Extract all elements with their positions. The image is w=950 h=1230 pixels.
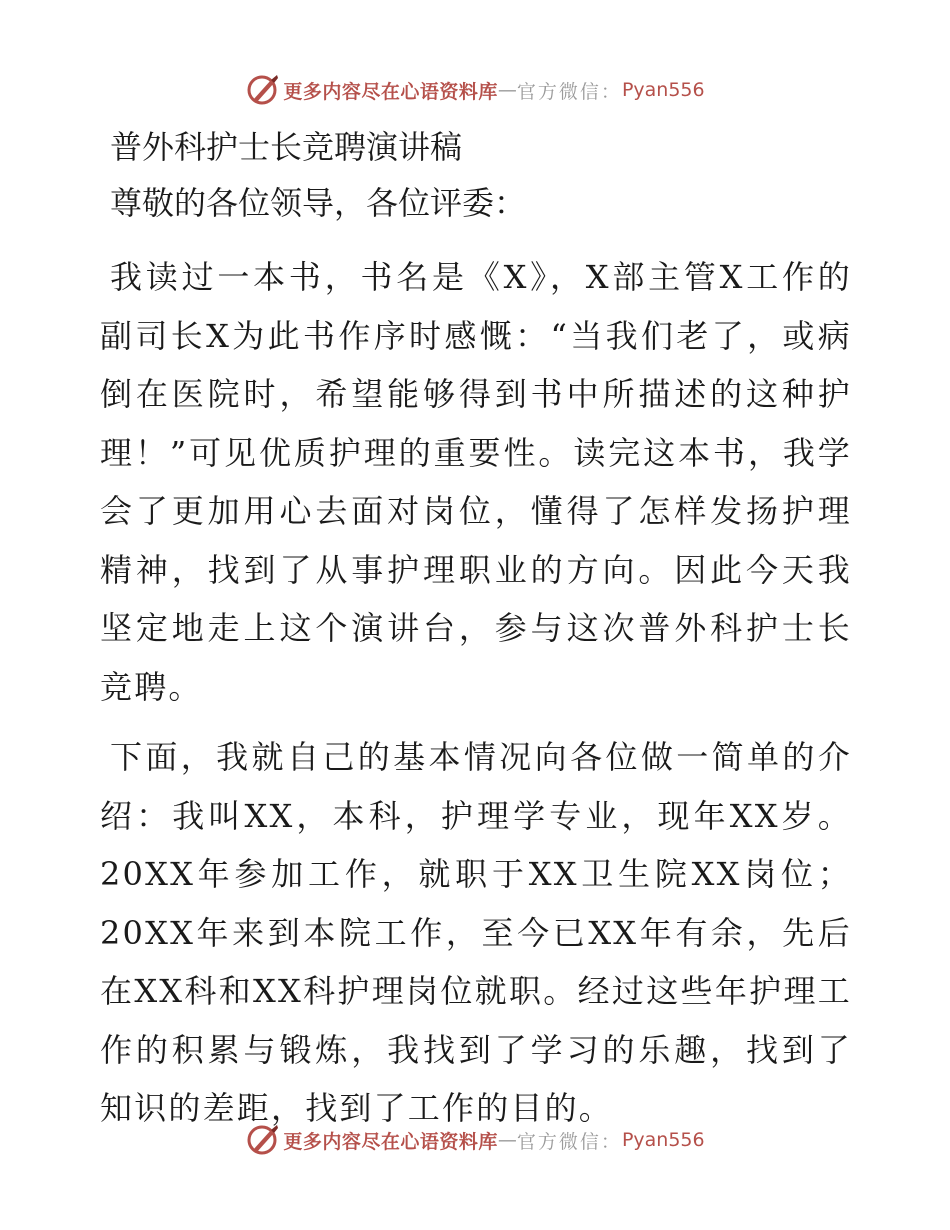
footer-banner — [0, 1120, 950, 1160]
salutation: 尊敬的各位领导，各位评委： — [110, 184, 527, 222]
banner-brand-text: 更多内容尽在心语资料库 — [283, 80, 498, 103]
banner-separator: — — [497, 1129, 517, 1151]
paragraph: 下面，我就自己的基本情况向各位做一简单的介绍：我叫XX，本科，护理学专业，现年XX岁。20XX年参加工作，就职于XX卫生院XX岗位；20XX年来到本院工作，至今已XX年有余，先后在XX科和XX科护理岗位就职。经过这些年护理工作的积累与锻炼，我找到了学习的乐趣，找到了知识的差距，找到了工作的目的。 — [100, 738, 852, 1127]
banner-wechat-id: Pyan556 — [621, 79, 705, 101]
banner-brand-text: 更多内容尽在心语资料库 — [283, 1130, 498, 1153]
paragraph: 我读过一本书，书名是《X》，X部主管X工作的副司长X为此书作序时感慨：“当我们老了，或病倒在医院时，希望能够得到书中所描述的这种护理！”可见优质护理的重要性。读完这本书，我学会了更加用心去面对岗位，懂得了怎样发扬护理精神，找到了从事护理职业的方向。因此今天我坚定地走上这个演讲台，参与这次普外科护士长竞聘。 — [100, 258, 852, 706]
quill-pen-icon — [245, 1122, 281, 1158]
banner-official-label: 官方微信： — [516, 80, 622, 103]
banner-separator: — — [497, 79, 517, 101]
page-title: 普外科护士长竞聘演讲稿 — [110, 128, 463, 166]
header-banner — [0, 70, 950, 110]
banner-official-label: 官方微信： — [516, 1130, 622, 1153]
quill-pen-icon — [245, 72, 281, 108]
document-body — [100, 122, 852, 1150]
banner-wechat-id: Pyan556 — [621, 1129, 705, 1151]
